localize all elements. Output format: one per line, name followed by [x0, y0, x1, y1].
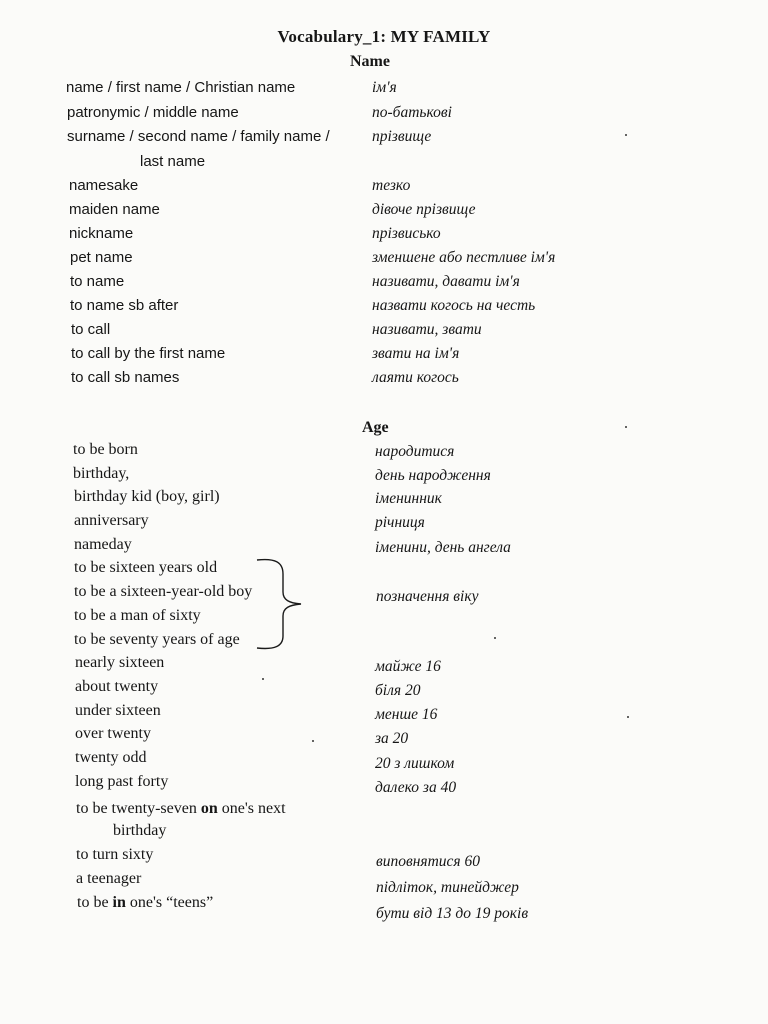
- vocab-term: under sixteen: [75, 702, 161, 719]
- scan-speck: [262, 678, 264, 680]
- vocab-translation: бути від 13 до 19 років: [376, 905, 529, 922]
- vocab-translation: називати, звати: [372, 321, 482, 338]
- vocab-translation: за 20: [375, 730, 409, 747]
- vocab-translation: зменшене або пестливе ім'я: [372, 249, 556, 266]
- vocab-translation: прізвисько: [372, 225, 441, 242]
- scan-speck: [627, 716, 629, 718]
- vocab-translation: по-батькові: [372, 104, 452, 121]
- vocab-term: patronymic / middle name: [67, 104, 239, 121]
- vocab-term: to be twenty-seven on one's next: [76, 800, 286, 817]
- vocab-term-continuation: last name: [140, 153, 206, 170]
- vocab-term: anniversary: [74, 512, 149, 529]
- vocab-translation: далеко за 40: [375, 779, 457, 796]
- vocab-term: surname / second name / family name /: [67, 128, 330, 145]
- vocab-translation: називати, давати ім'я: [372, 273, 520, 290]
- vocab-term: about twenty: [75, 678, 159, 695]
- vocab-translation: прізвище: [372, 128, 432, 145]
- vocab-term: nearly sixteen: [75, 654, 165, 671]
- vocab-translation: іменини, день ангела: [375, 539, 511, 556]
- page-title: Vocabulary_1: MY FAMILY: [277, 27, 491, 46]
- vocab-translation: 20 з лишком: [375, 755, 455, 772]
- scan-speck: [625, 134, 627, 136]
- vocab-term: over twenty: [75, 725, 151, 742]
- vocab-translation: підліток, тинейджер: [376, 879, 519, 896]
- vocab-term: to name: [70, 273, 125, 290]
- vocab-term: birthday,: [73, 465, 130, 482]
- vocab-term: long past forty: [75, 773, 169, 790]
- curly-brace: [255, 556, 307, 652]
- vocab-term: to be seventy years of age: [74, 631, 240, 648]
- vocab-translation: менше 16: [375, 706, 438, 723]
- vocab-term: maiden name: [69, 201, 160, 218]
- section-heading-name: Name: [350, 53, 390, 70]
- vocab-translation: день народження: [375, 467, 491, 484]
- vocab-term: nameday: [74, 536, 132, 553]
- vocab-translation: народитися: [375, 443, 455, 460]
- vocab-term: to turn sixty: [76, 846, 154, 863]
- vocab-term-continuation: birthday: [113, 822, 167, 839]
- vocab-translation: тезко: [372, 177, 411, 194]
- vocab-term: namesake: [69, 177, 139, 194]
- vocab-translation: звати на ім'я: [372, 345, 460, 362]
- vocab-translation: виповнятися 60: [376, 853, 481, 870]
- vocab-term: twenty odd: [75, 749, 147, 766]
- vocab-term: to be a man of sixty: [74, 607, 201, 624]
- vocab-translation: дівоче прізвище: [372, 201, 476, 218]
- scan-speck: [494, 637, 496, 639]
- vocab-term: to be born: [73, 441, 138, 458]
- vocab-translation: ім'я: [372, 79, 397, 96]
- vocab-translation: майже 16: [375, 658, 441, 675]
- vocab-term: nickname: [69, 225, 134, 242]
- vocab-term: to be a sixteen-year-old boy: [74, 583, 253, 600]
- vocab-translation: лаяти когось: [372, 369, 459, 386]
- vocab-translation: іменинник: [375, 490, 442, 507]
- vocab-term: birthday kid (boy, girl): [74, 488, 220, 505]
- scan-speck: [312, 740, 314, 742]
- scan-speck: [625, 426, 627, 428]
- vocab-term: to call by the first name: [71, 345, 226, 362]
- vocab-translation: позначення віку: [376, 588, 479, 605]
- vocab-term: to be in one's “teens”: [77, 894, 214, 911]
- vocab-translation: назвати когось на честь: [372, 297, 536, 314]
- vocab-translation: річниця: [375, 514, 425, 531]
- vocab-term: to call: [71, 321, 111, 338]
- vocab-translation: біля 20: [375, 682, 421, 699]
- vocab-term: name / first name / Christian name: [66, 79, 296, 96]
- vocab-term: pet name: [70, 249, 133, 266]
- vocab-term: to name sb after: [70, 297, 179, 314]
- vocab-term: to be sixteen years old: [74, 559, 218, 576]
- section-heading-age: Age: [362, 419, 389, 436]
- vocab-term: to call sb names: [71, 369, 180, 386]
- vocab-term: a teenager: [76, 870, 142, 887]
